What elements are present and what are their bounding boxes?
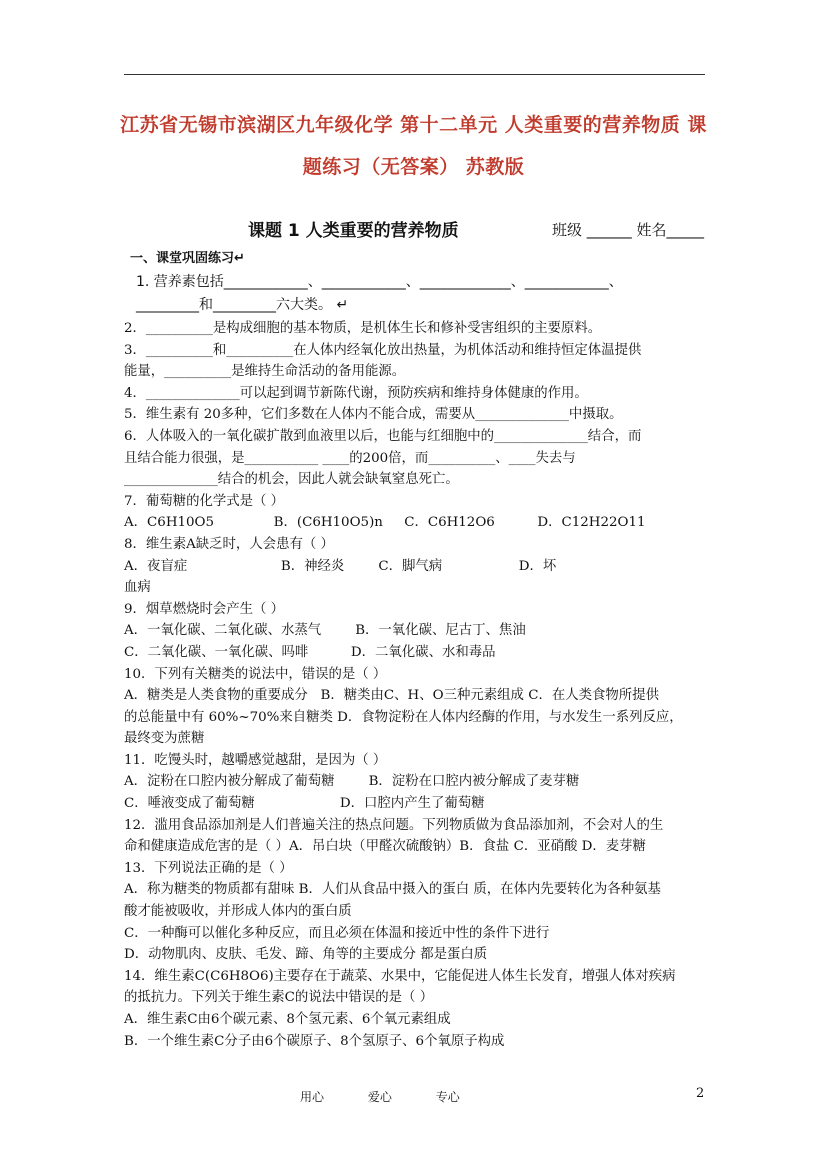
text-line: 9．烟草燃烧时会产生（ ）: [124, 601, 285, 617]
text-line: D．动物肌肉、皮肤、毛发、蹄、角等的主要成分 都是蛋白质: [124, 947, 488, 963]
footer-text-1: 用心: [300, 1090, 325, 1104]
text-line: 4．______________可以起到调节新陈代谢，预防疾病和维持身体健康的作用。: [124, 385, 588, 401]
document-title-line1: 江苏省无锡市滨湖区九年级化学 第十二单元 人类重要的营养物质 课: [120, 114, 707, 136]
section-heading: 一、课堂巩固练习↵: [130, 251, 245, 266]
text-line: 10．下列有关糖类的说法中，错误的是（ ）: [124, 666, 387, 682]
text-line: 酸才能被吸收，并形成人体内的蛋白质: [124, 904, 352, 920]
text-line: A．一氧化碳、二氧化碳、水蒸气 B．一氧化碳、尼古丁、焦油: [124, 623, 526, 639]
text-line: 8．维生素A缺乏时，人会患有（ ）: [124, 536, 334, 552]
text-line: A．维生素C由6个碳元素、8个氢元素、6个氧元素组成: [124, 1012, 451, 1027]
footer: [300, 1088, 500, 1105]
text-line: A．C6H10O5 B．(C6H10O5)n C．C6H12O6 D．C12H22O11: [124, 515, 646, 531]
text-line: 血病: [124, 580, 151, 596]
text-line: A．糖类是人类食物的重要成分 B．糖类由C、H、O三种元素组成 C．在人类食物所提供: [124, 688, 659, 704]
text-line: 的总能量中有 60%~70%来自糖类 D．食物淀粉在人体内经酶的作用，与水发生一系列反应，: [124, 709, 683, 725]
text-line: 7．葡萄糖的化学式是（ ）: [124, 493, 285, 509]
text-line: 14．维生素C(C6H8O6)主要存在于蔬菜、水果中，它能促进人体生长发育，增强人体对疾病: [124, 968, 676, 984]
question-1-line1: 1. 营养素包括____________、____________、_____________、____________、: [136, 274, 623, 290]
question-1-line2: _________和_________六大类。 ↵: [136, 297, 349, 313]
text-line: 3．__________和__________在人体内经氧化放出热量，为机体活动和维持恒定体温提供: [124, 342, 642, 358]
text-line: 5．维生素有 20多种，它们多数在人体内不能合成，需要从______________中摄取。: [124, 407, 623, 423]
text-line: 13．下列说法正确的是（ ）: [124, 860, 293, 876]
text-line: 的抵抗力。下列关于维生素C的说法中错误的是（ ）: [124, 990, 434, 1006]
lesson-heading: 课题 1 人类重要的营养物质: [248, 221, 459, 241]
text-line: B．一个维生素C分子由6个碳原子、8个氢原子、6个氧原子构成: [124, 1033, 505, 1049]
text-line: 11．吃馒头时，越嚼感觉越甜，是因为（ ）: [124, 752, 387, 768]
class-name-fields: 班级 ______ 姓名_____: [552, 221, 705, 239]
text-line: ______________结合的机会，因此人就会缺氧窒息死亡。: [124, 472, 459, 488]
text-line: 最终变为蔗糖: [124, 731, 205, 747]
text-line: 6．人体吸入的一氧化碳扩散到血液里以后，也能与红细胞中的______________结合，而: [124, 428, 642, 444]
page-number: 2: [696, 1086, 705, 1101]
text-line: A．称为糖类的物质都有甜味 B．人们从食品中摄入的蛋白 质，在体内先要转化为各种氨基: [124, 882, 661, 898]
scanned-header-image: [122, 212, 737, 318]
question-body: [124, 318, 714, 1052]
text-line: A．夜盲症 B．神经炎 C．脚气病 D．坏: [124, 558, 557, 574]
text-line: A．淀粉在口腔内被分解成了葡萄糖 B．淀粉在口腔内被分解成了麦芽糖: [124, 774, 580, 790]
header-rule: [124, 74, 705, 75]
text-line: 且结合能力很强，是___________ ____的200倍，而__________、____失去与: [124, 450, 576, 466]
text-line: C．二氧化碳、一氧化碳、吗啡 D．二氧化碳、水和毒品: [124, 644, 496, 660]
footer-text-2: 爱心: [367, 1090, 392, 1104]
text-line: C．唾液变成了葡萄糖 D．口腔内产生了葡萄糖: [124, 796, 485, 812]
text-line: 命和健康造成危害的是（ ）A．吊白块（甲醛次硫酸钠）B．食盐 C．亚硝酸 D．麦芽糖: [124, 839, 646, 855]
text-line: C．一种酶可以催化多种反应，而且必须在体温和接近中性的条件下进行: [124, 925, 550, 941]
footer-text-3: 专心: [435, 1090, 460, 1104]
text-line: 12．滥用食品添加剂是人们普遍关注的热点问题。下列物质做为食品添加剂，不会对人的生: [124, 817, 664, 833]
text-line: 能量，__________是维持生命活动的备用能源。: [124, 364, 406, 380]
document-title-line2: 题练习（无答案） 苏教版: [302, 156, 525, 178]
text-line: 2．__________是构成细胞的基本物质，是机体生长和修补受害组织的主要原料。: [124, 321, 602, 336]
